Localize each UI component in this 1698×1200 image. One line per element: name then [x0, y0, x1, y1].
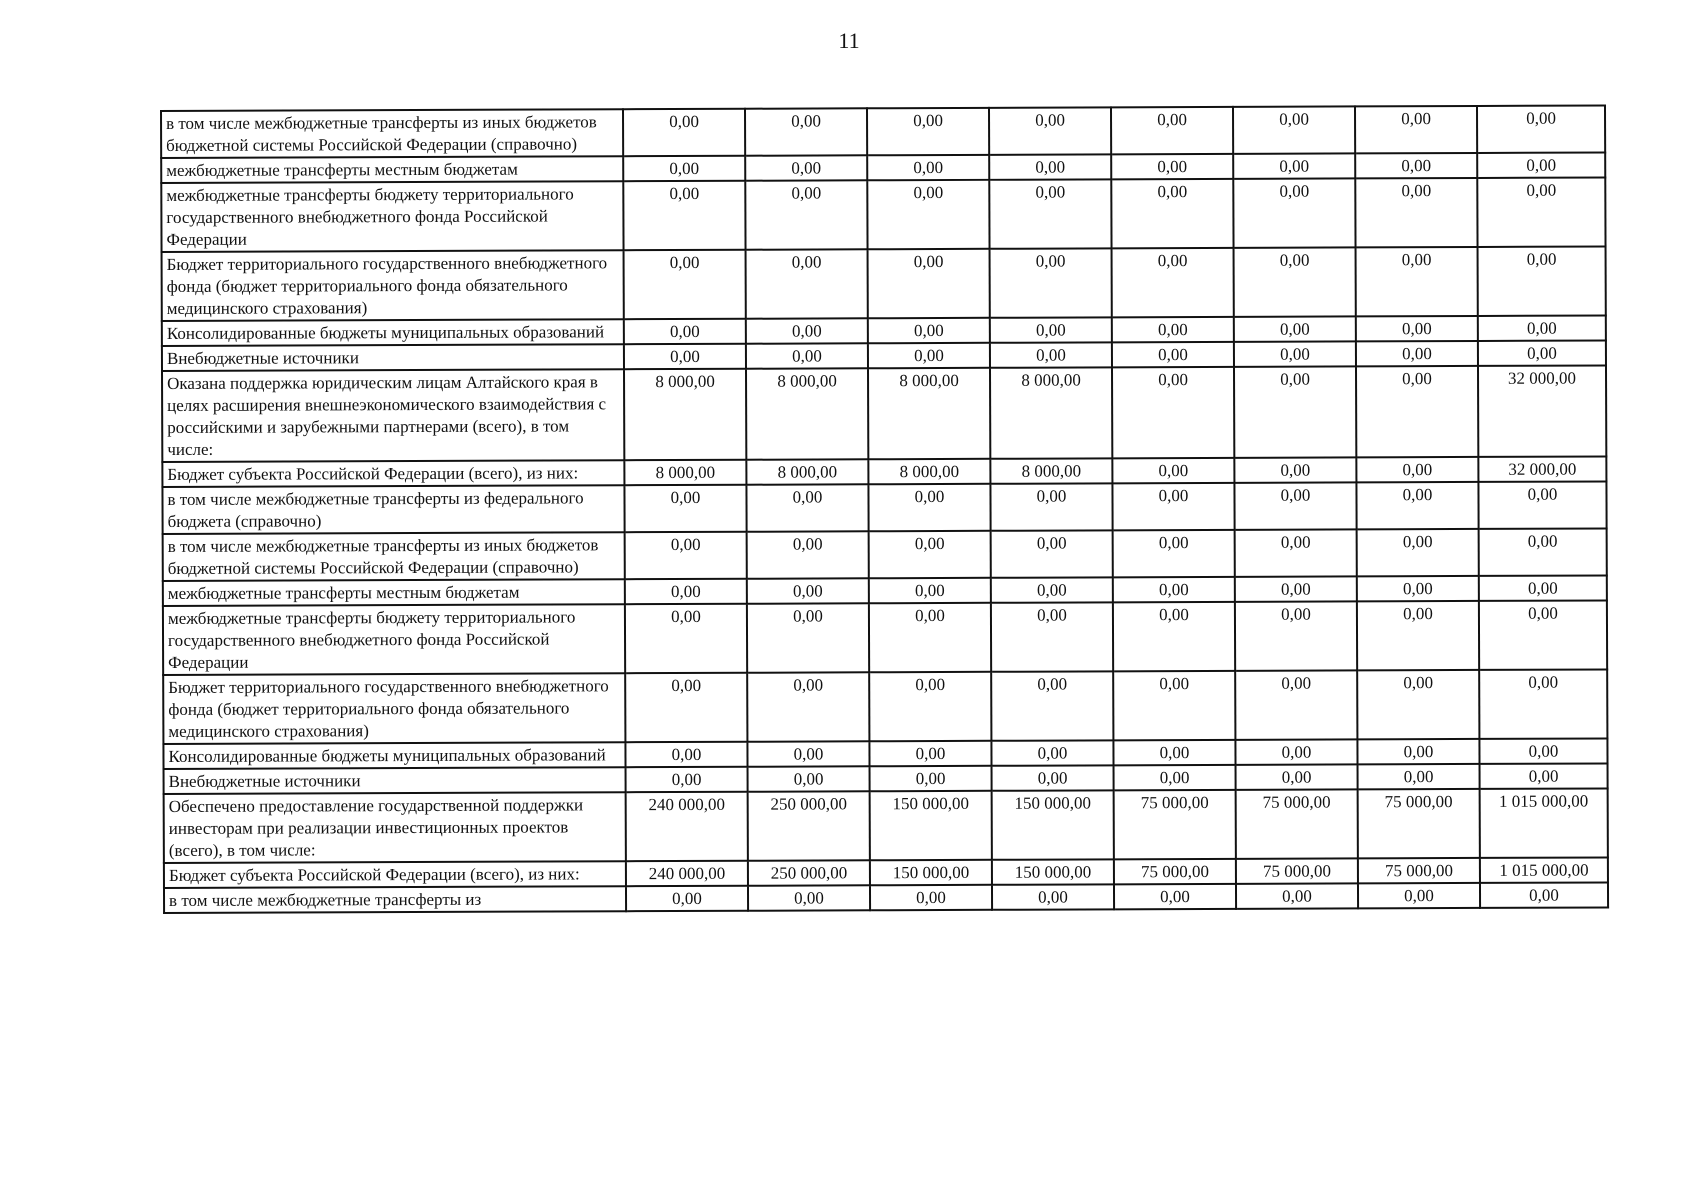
row-label: Внебюджетные источники: [162, 344, 624, 371]
row-value-cell: 8 000,00: [990, 458, 1112, 483]
row-value-cell: 0,00: [1233, 178, 1355, 247]
row-value-cell: 0,00: [867, 108, 989, 155]
row-value-cell: 0,00: [1112, 317, 1234, 342]
row-value-cell: 75 000,00: [1114, 859, 1236, 884]
table-row: [163, 600, 1607, 675]
row-label: в том числе межбюджетные трансферты из: [164, 886, 626, 913]
row-value-cell: 250 000,00: [748, 791, 870, 860]
row-value-cell: 0,00: [1113, 530, 1235, 577]
row-value-cell: 0,00: [1357, 670, 1479, 739]
row-value-cell: 0,00: [1234, 316, 1356, 341]
row-value-cell: 150 000,00: [870, 791, 992, 860]
row-value-cell: 250 000,00: [748, 860, 870, 885]
row-total-cell: 32 000,00: [1478, 456, 1606, 481]
row-value-cell: 0,00: [626, 886, 748, 911]
row-value-cell: 8 000,00: [868, 368, 990, 459]
row-value-cell: 0,00: [1112, 458, 1234, 483]
row-label: межбюджетные трансферты местным бюджетам: [161, 156, 623, 183]
table-row: [162, 246, 1606, 321]
row-label: Бюджет территориального государственного внебюджетного фонда (бюджет территориального фонда обязательного медицинского страхования): [162, 250, 624, 321]
row-total-cell: 0,00: [1479, 600, 1607, 669]
row-total-cell: 0,00: [1480, 763, 1608, 788]
row-value-cell: 0,00: [745, 180, 867, 249]
row-value-cell: 0,00: [1113, 602, 1235, 671]
row-label: Консолидированные бюджеты муниципальных образований: [162, 319, 624, 346]
row-value-cell: 0,00: [991, 602, 1113, 671]
row-value-cell: 0,00: [626, 767, 748, 792]
row-value-cell: 0,00: [625, 579, 747, 604]
table-row: [163, 528, 1607, 581]
row-value-cell: 0,00: [1358, 883, 1480, 908]
row-label: Бюджет субъекта Российской Федерации (всего), из них:: [162, 460, 624, 487]
row-total-cell: 0,00: [1478, 481, 1606, 528]
row-value-cell: 0,00: [747, 531, 869, 578]
row-value-cell: 0,00: [623, 181, 745, 250]
row-value-cell: 75 000,00: [1358, 858, 1480, 883]
row-value-cell: 0,00: [624, 344, 746, 369]
row-value-cell: 0,00: [1111, 179, 1233, 248]
row-value-cell: 0,00: [1357, 576, 1479, 601]
row-value-cell: 8 000,00: [990, 367, 1112, 458]
row-value-cell: 0,00: [747, 603, 869, 672]
row-value-cell: 0,00: [990, 317, 1112, 342]
row-total-cell: 0,00: [1480, 882, 1608, 907]
row-value-cell: 0,00: [1114, 884, 1236, 909]
row-value-cell: 0,00: [869, 741, 991, 766]
row-value-cell: 0,00: [1114, 765, 1236, 790]
row-label: межбюджетные трансферты местным бюджетам: [163, 579, 625, 606]
row-value-cell: 0,00: [745, 155, 867, 180]
row-value-cell: 0,00: [990, 248, 1112, 317]
row-value-cell: 0,00: [1234, 457, 1356, 482]
row-total-cell: 32 000,00: [1478, 365, 1606, 456]
row-value-cell: 0,00: [1356, 457, 1478, 482]
row-label: Внебюджетные источники: [164, 767, 626, 794]
row-value-cell: 0,00: [745, 108, 867, 155]
row-value-cell: 0,00: [624, 485, 746, 532]
row-value-cell: 0,00: [992, 884, 1114, 909]
row-label: межбюджетные трансферты бюджету территориального государственного внебюджетного фонда Российской Федерации: [161, 181, 623, 252]
row-value-cell: 0,00: [624, 319, 746, 344]
row-value-cell: 0,00: [868, 318, 990, 343]
row-total-cell: 0,00: [1478, 340, 1606, 365]
row-value-cell: 0,00: [1112, 483, 1234, 530]
row-label: в том числе межбюджетные трансферты из иных бюджетов бюджетной системы Российской Федерации (справочно): [161, 109, 623, 158]
row-value-cell: 75 000,00: [1236, 789, 1358, 858]
row-value-cell: 0,00: [625, 604, 747, 673]
row-value-cell: 75 000,00: [1114, 790, 1236, 859]
row-value-cell: 0,00: [747, 578, 869, 603]
table-row: [163, 669, 1607, 744]
row-value-cell: 8 000,00: [746, 368, 868, 459]
row-value-cell: 0,00: [1236, 764, 1358, 789]
row-value-cell: 0,00: [747, 672, 869, 741]
row-value-cell: 240 000,00: [626, 861, 748, 886]
row-total-cell: 1 015 000,00: [1480, 857, 1608, 882]
row-value-cell: 0,00: [867, 180, 989, 249]
row-value-cell: 0,00: [1111, 154, 1233, 179]
row-value-cell: 0,00: [1112, 342, 1234, 367]
row-value-cell: 0,00: [990, 483, 1112, 530]
row-value-cell: 0,00: [746, 249, 868, 318]
row-value-cell: 0,00: [1355, 153, 1477, 178]
table-body: [161, 105, 1608, 913]
row-value-cell: 0,00: [868, 343, 990, 368]
row-total-cell: 0,00: [1478, 246, 1606, 315]
row-value-cell: 0,00: [1357, 601, 1479, 670]
row-value-cell: 8 000,00: [624, 460, 746, 485]
row-value-cell: 0,00: [1356, 316, 1478, 341]
row-value-cell: 0,00: [625, 742, 747, 767]
row-value-cell: 0,00: [869, 531, 991, 578]
row-value-cell: 0,00: [624, 250, 746, 319]
row-total-cell: 0,00: [1479, 738, 1607, 763]
row-value-cell: 240 000,00: [626, 792, 748, 861]
row-label: в том числе межбюджетные трансферты из федерального бюджета (справочно): [162, 485, 624, 534]
row-value-cell: 0,00: [991, 577, 1113, 602]
row-value-cell: 0,00: [1355, 178, 1477, 247]
row-value-cell: 150 000,00: [992, 790, 1114, 859]
row-value-cell: 0,00: [869, 672, 991, 741]
row-value-cell: 0,00: [991, 530, 1113, 577]
row-value-cell: 0,00: [1112, 367, 1234, 458]
row-label: Бюджет территориального государственного внебюджетного фонда (бюджет территориального фонда обязательного медицинского страхования): [163, 673, 625, 744]
row-value-cell: 0,00: [1235, 601, 1357, 670]
table-row: [162, 481, 1606, 534]
table-row: [161, 177, 1605, 252]
row-total-cell: 0,00: [1479, 669, 1607, 738]
row-value-cell: 0,00: [1235, 529, 1357, 576]
table-row: [162, 365, 1606, 462]
row-value-cell: 0,00: [1235, 576, 1357, 601]
row-value-cell: 0,00: [990, 342, 1112, 367]
row-total-cell: 0,00: [1479, 528, 1607, 575]
row-value-cell: 75 000,00: [1358, 789, 1480, 858]
row-value-cell: 0,00: [989, 179, 1111, 248]
row-value-cell: 0,00: [623, 156, 745, 181]
row-value-cell: 0,00: [1113, 740, 1235, 765]
row-value-cell: 0,00: [1356, 482, 1478, 529]
row-value-cell: 0,00: [1235, 739, 1357, 764]
table-row: [161, 105, 1605, 158]
row-value-cell: 0,00: [1355, 106, 1477, 153]
row-value-cell: 0,00: [868, 249, 990, 318]
row-value-cell: 0,00: [1356, 341, 1478, 366]
row-value-cell: 0,00: [989, 107, 1111, 154]
row-value-cell: 0,00: [867, 155, 989, 180]
row-value-cell: 0,00: [625, 532, 747, 579]
row-value-cell: 0,00: [1234, 482, 1356, 529]
row-value-cell: 0,00: [748, 885, 870, 910]
row-value-cell: 0,00: [625, 673, 747, 742]
row-value-cell: 0,00: [747, 741, 869, 766]
row-value-cell: 8 000,00: [624, 369, 746, 460]
row-value-cell: 8 000,00: [868, 459, 990, 484]
row-value-cell: 75 000,00: [1236, 858, 1358, 883]
table-row: [164, 788, 1608, 863]
row-label: Консолидированные бюджеты муниципальных образований: [163, 742, 625, 769]
row-value-cell: 0,00: [1111, 107, 1233, 154]
row-value-cell: 0,00: [746, 343, 868, 368]
row-value-cell: 0,00: [989, 154, 1111, 179]
row-value-cell: 0,00: [1234, 366, 1356, 457]
row-value-cell: 0,00: [1235, 670, 1357, 739]
row-value-cell: 0,00: [746, 484, 868, 531]
row-total-cell: 0,00: [1477, 105, 1605, 152]
row-total-cell: 1 015 000,00: [1480, 788, 1608, 857]
row-value-cell: 0,00: [1113, 577, 1235, 602]
row-value-cell: 0,00: [1234, 341, 1356, 366]
row-total-cell: 0,00: [1477, 177, 1605, 246]
row-value-cell: 0,00: [1358, 764, 1480, 789]
row-value-cell: 0,00: [746, 318, 868, 343]
row-value-cell: 150 000,00: [870, 860, 992, 885]
row-value-cell: 0,00: [992, 765, 1114, 790]
row-total-cell: 0,00: [1478, 315, 1606, 340]
row-value-cell: 0,00: [1113, 671, 1235, 740]
row-value-cell: 8 000,00: [746, 459, 868, 484]
row-value-cell: 0,00: [623, 109, 745, 156]
row-total-cell: 0,00: [1477, 152, 1605, 177]
row-value-cell: 0,00: [869, 603, 991, 672]
table-container: [160, 104, 1609, 914]
row-value-cell: 0,00: [991, 740, 1113, 765]
row-value-cell: 0,00: [1233, 106, 1355, 153]
page-number: 11: [838, 28, 860, 53]
row-value-cell: 0,00: [1356, 247, 1478, 316]
row-value-cell: 0,00: [868, 484, 990, 531]
row-value-cell: 0,00: [1357, 739, 1479, 764]
row-label: в том числе межбюджетные трансферты из иных бюджетов бюджетной системы Российской Федерации (справочно): [163, 532, 625, 581]
row-value-cell: 0,00: [870, 885, 992, 910]
row-value-cell: 0,00: [1233, 153, 1355, 178]
row-label: Бюджет субъекта Российской Федерации (всего), из них:: [164, 861, 626, 888]
row-value-cell: 0,00: [870, 766, 992, 791]
row-value-cell: 0,00: [869, 578, 991, 603]
row-value-cell: 0,00: [1236, 883, 1358, 908]
row-label: межбюджетные трансферты бюджету территориального государственного внебюджетного фонда Российской Федерации: [163, 604, 625, 675]
row-value-cell: 150 000,00: [992, 859, 1114, 884]
row-label: Оказана поддержка юридическим лицам Алтайского края в целях расширения внешнеэкономического взаимодействия с российскими и зарубежными партнерами (всего), в том числе:: [162, 369, 624, 462]
row-value-cell: 0,00: [1356, 366, 1478, 457]
row-value-cell: 0,00: [1112, 248, 1234, 317]
row-label: Обеспечено предоставление государственной поддержки инвесторам при реализации инвестиционных проектов (всего), в том числе:: [164, 792, 626, 863]
budget-table: [160, 104, 1609, 914]
row-total-cell: 0,00: [1479, 575, 1607, 600]
row-value-cell: 0,00: [748, 766, 870, 791]
row-value-cell: 0,00: [1234, 247, 1356, 316]
row-value-cell: 0,00: [991, 671, 1113, 740]
row-value-cell: 0,00: [1357, 529, 1479, 576]
table-row: [164, 882, 1608, 913]
